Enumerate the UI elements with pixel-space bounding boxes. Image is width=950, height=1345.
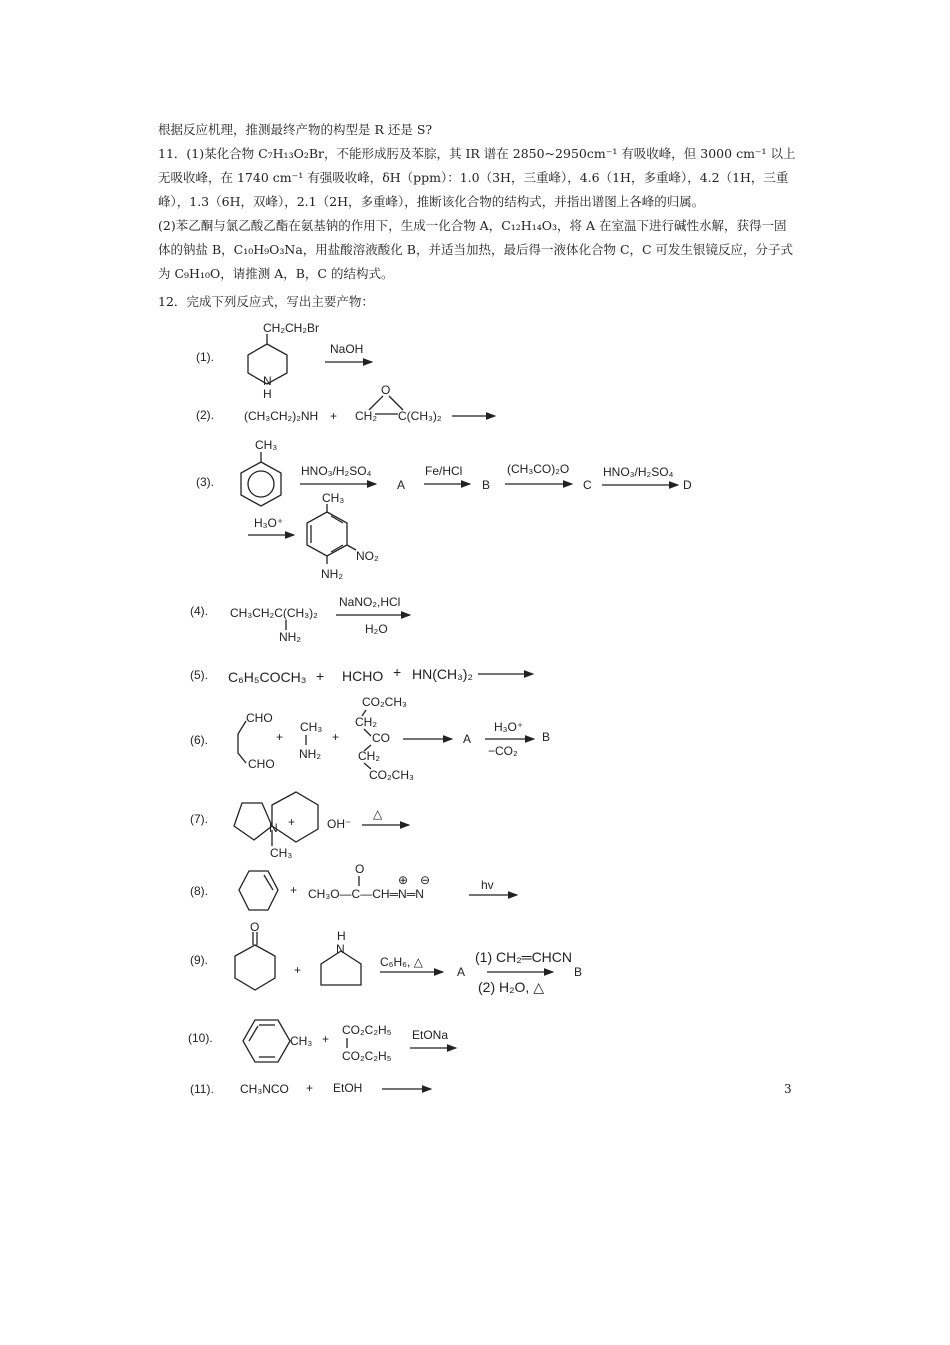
rxn7-ch3: CH₃ bbox=[270, 846, 293, 860]
rxn3-reagent1: HNO₃/H₂SO₄ bbox=[301, 464, 372, 478]
rxn5-plus1: + bbox=[316, 668, 325, 684]
rxn3-D: D bbox=[683, 478, 692, 492]
rxn11-ethanol: EtOH bbox=[333, 1081, 363, 1095]
question-11-part1: 11．(1)某化合物 C₇H₁₃O₂Br，不能形成肟及苯腙，其 IR 谱在 2850~2950cm⁻¹ 有吸收峰，但 3000 cm⁻¹ 以上无吸收峰，在 1740 cm⁻¹ 有强吸收峰，δH（ppm）：1.0（3H，三重峰），4.6（1H，多重峰），4.2（1H，三重峰），1.3（6H，双峰），2.1（2H，多重峰），推断该化合物的结构式，并指出谱图上各峰的归属。 bbox=[158, 146, 796, 209]
rxn4-nh2: NH₂ bbox=[279, 630, 301, 644]
rxn1-label: (1). bbox=[196, 350, 214, 364]
rxn4-reagent-bottom: H₂O bbox=[365, 622, 388, 636]
rxn3-product-nh2: NH₂ bbox=[321, 567, 343, 581]
rxn11-label: (11). bbox=[190, 1082, 214, 1096]
rxn7-heat: △ bbox=[373, 807, 383, 821]
rxn8-label: (8). bbox=[190, 884, 208, 898]
rxn9-reagent: C₆H₆, △ bbox=[380, 955, 423, 969]
rxn9-B: B bbox=[574, 965, 583, 979]
rxn6-B: B bbox=[542, 730, 551, 744]
rxn5-plus2: + bbox=[393, 664, 402, 680]
rxn9-h: H bbox=[337, 929, 346, 943]
rxn8-carbonyl-o: O bbox=[355, 862, 365, 876]
rxn9-A: A bbox=[457, 965, 466, 979]
rxn6-cho-top: CHO bbox=[246, 711, 273, 725]
question-11-part2: (2)苯乙酮与氯乙酸乙酯在氨基钠的作用下，生成一化合物 A，C₁₂H₁₄O₃，将 A 在室温下进行碱性水解，获得一固体的钠盐 B，C₁₀H₉O₃Na，用盐酸溶液酸化 B，并适当加热，最后得一液体化合物 C，C 可发生银镜反应，分子式为 C₉H₁₀O，请推测 A，B，C 的结构式。 bbox=[158, 218, 794, 281]
rxn10-reagent: EtONa bbox=[412, 1028, 449, 1042]
rxn3-C: C bbox=[583, 478, 592, 492]
rxn3-reagent2: Fe/HCl bbox=[425, 464, 463, 478]
rxn3-product-ring bbox=[307, 504, 356, 564]
rxn3-reagent4: HNO₃/H₂SO₄ bbox=[603, 465, 674, 479]
rxn6-plus2: + bbox=[332, 730, 340, 744]
rxn6-plus1: + bbox=[276, 730, 284, 744]
rxn6-ester-top: CO₂CH₃ bbox=[362, 695, 407, 709]
rxn9-label: (9). bbox=[190, 953, 208, 967]
rxn5-label: (5). bbox=[190, 668, 208, 682]
rxn10-plus: + bbox=[322, 1032, 330, 1046]
rxn2-plus: + bbox=[330, 409, 338, 423]
rxn8-cyclohexene bbox=[239, 871, 278, 910]
rxn2-label: (2). bbox=[196, 408, 214, 422]
rxn6-ch2-bottom: CH₂ bbox=[358, 749, 380, 763]
rxn8-oplus: ⊕ bbox=[398, 873, 409, 887]
rxn4-reagent-top: NaNO₂,HCl bbox=[339, 595, 401, 609]
rxn11-plus: + bbox=[306, 1081, 314, 1095]
rxn8-plus: + bbox=[290, 883, 298, 897]
rxn8-ominus: ⊖ bbox=[420, 873, 431, 887]
rxn2-cme2: C(CH₃)₂ bbox=[398, 409, 442, 423]
rxn5-formaldehyde: HCHO bbox=[342, 668, 384, 684]
rxn6-A: A bbox=[463, 732, 472, 746]
page-number: 3 bbox=[784, 1082, 792, 1096]
rxn7-charge: + bbox=[288, 815, 296, 829]
rxn9-step1: (1) CH₂═CHCN bbox=[475, 949, 573, 965]
rxn9-pyrrolidine bbox=[321, 951, 361, 985]
rxn6-label: (6). bbox=[190, 733, 208, 747]
rxn7-n: N bbox=[269, 821, 278, 835]
rxn10-ester-top: CO₂C₂H₅ bbox=[342, 1023, 392, 1037]
rxn6-cho-bottom: CHO bbox=[248, 757, 275, 771]
rxn6-reagent-bottom: −CO₂ bbox=[488, 744, 518, 758]
rxn6-co: CO bbox=[372, 731, 390, 745]
rxn3-reagent3: (CH₃CO)₂O bbox=[507, 462, 570, 476]
rxn3-product-ch3: CH₃ bbox=[322, 491, 345, 505]
rxn3-reagent5: H₃O⁺ bbox=[254, 516, 284, 530]
rxn5-acetophenone: C₆H₅COCH₃ bbox=[228, 669, 307, 685]
rxn3-product-no2: NO₂ bbox=[356, 549, 379, 563]
rxn9-plus: + bbox=[294, 963, 302, 977]
rxn9-n: N bbox=[336, 942, 345, 956]
rxn6-glutaraldehyde-chain bbox=[238, 721, 246, 763]
question-12-heading: 12．完成下列反应式，写出主要产物： bbox=[158, 294, 374, 309]
rxn1-substituent: CH₂CH₂Br bbox=[263, 321, 319, 335]
rxn9-o: O bbox=[250, 920, 260, 934]
rxn6-reagent-top: H₃O⁺ bbox=[494, 720, 524, 734]
rxn8-diazo-ester: CH₃O—C—CH═N═N bbox=[308, 887, 424, 901]
rxn8-hv: hv bbox=[481, 878, 494, 892]
rxn9-step2: (2) H₂O, △ bbox=[478, 979, 544, 995]
rxn6-ch2-top: CH₂ bbox=[355, 715, 377, 729]
rxn9-cyclohexanone bbox=[235, 932, 275, 990]
rxn11-isocyanate: CH₃NCO bbox=[240, 1082, 289, 1096]
rxn3-label: (3). bbox=[196, 475, 214, 489]
rxn4-label: (4). bbox=[190, 604, 208, 618]
rxn6-methylamine-nh2: NH₂ bbox=[299, 747, 321, 761]
rxn1-n: N bbox=[263, 374, 272, 388]
rxn7-label: (7). bbox=[190, 812, 208, 826]
rxn2-o: O bbox=[381, 383, 391, 397]
intro-line: 根据反应机理，推测最终产物的构型是 R 还是 S? bbox=[158, 122, 433, 137]
rxn2-ch2: CH₂ bbox=[355, 409, 377, 423]
rxn3-ch3: CH₃ bbox=[255, 438, 278, 452]
rxn10-toluene bbox=[243, 1020, 290, 1062]
rxn3-B: B bbox=[482, 478, 491, 492]
rxn7-bicyclic-ammonium bbox=[234, 792, 318, 846]
rxn1-h: H bbox=[263, 387, 272, 401]
rxn5-dimethylamine: HN(CH₃)₂ bbox=[412, 666, 473, 682]
rxn3-toluene bbox=[241, 452, 281, 506]
rxn4-reactant: CH₃CH₂C(CH₃)₂ bbox=[230, 606, 318, 620]
rxn10-ester-bottom: CO₂C₂H₅ bbox=[342, 1049, 392, 1063]
rxn10-label: (10). bbox=[188, 1031, 213, 1045]
rxn6-ester-bottom: CO₂CH₃ bbox=[369, 768, 414, 782]
rxn7-hydroxide: OH⁻ bbox=[327, 817, 352, 831]
rxn1-reagent: NaOH bbox=[330, 342, 364, 356]
rxn3-A: A bbox=[397, 478, 406, 492]
rxn6-methylamine-ch3: CH₃ bbox=[300, 720, 323, 734]
rxn2-amine: (CH₃CH₂)₂NH bbox=[244, 409, 319, 423]
rxn10-ch3: CH₃ bbox=[290, 1034, 313, 1048]
